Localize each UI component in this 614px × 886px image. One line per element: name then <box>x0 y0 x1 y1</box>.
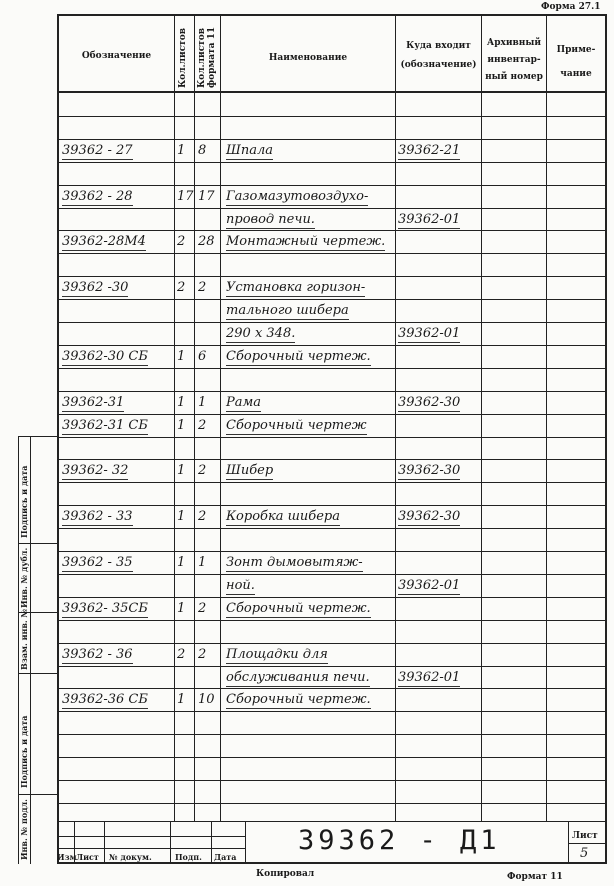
row-line <box>57 620 607 621</box>
row-line <box>57 459 607 460</box>
tb-date: Дата <box>214 852 237 862</box>
col-line-1 <box>174 14 175 822</box>
row-line <box>57 253 607 254</box>
row-sheets: 1 <box>177 418 186 433</box>
row-where-used: 39362-30 <box>398 463 461 478</box>
tb-list: Лист <box>76 852 99 862</box>
row-where-used: 39362-01 <box>398 578 461 593</box>
row-name: Шпала <box>226 143 273 158</box>
row-line <box>57 185 607 186</box>
row-designation: 39362 - 36 <box>62 647 133 662</box>
header-sheets-format: Кол.листов формата 11 <box>197 26 217 88</box>
row-format: 10 <box>198 692 215 707</box>
row-where-used: 39362-01 <box>398 326 461 341</box>
row-format: 8 <box>198 143 207 158</box>
tb-sign: Подп. <box>175 852 202 862</box>
col-line-2 <box>194 14 195 822</box>
row-line <box>57 414 607 415</box>
side-label-inv-dup: Инв. № дубл. <box>19 547 29 608</box>
row-format: 6 <box>198 349 207 364</box>
row-format: 2 <box>198 463 207 478</box>
row-line <box>57 116 607 117</box>
header-note-line2: чание <box>560 69 592 79</box>
row-line <box>57 597 607 598</box>
tb-col-5 <box>245 821 246 863</box>
header-archive-line1: Архивный <box>486 38 542 48</box>
frame-top <box>57 14 607 16</box>
col-line-3 <box>220 14 221 822</box>
row-sheets: 1 <box>177 463 186 478</box>
tb-doc-no: № докум. <box>109 852 152 862</box>
row-line <box>57 162 607 163</box>
row-line <box>57 780 607 781</box>
row-designation: 39362 - 27 <box>62 143 133 158</box>
row-name: Площадки для <box>226 647 328 662</box>
row-sheets: 1 <box>177 555 186 570</box>
row-name: Сборочный чертеж <box>226 418 367 433</box>
row-where-used: 39362-01 <box>398 212 461 227</box>
row-format: 2 <box>198 647 207 662</box>
side-div-1 <box>18 543 58 544</box>
row-designation: 39362-31 СБ <box>62 418 148 433</box>
side-label-sign-date-2: Подпись и дата <box>19 465 29 538</box>
side-div-3 <box>18 673 58 674</box>
row-designation: 39362 -30 <box>62 280 129 295</box>
row-designation: 39362-31 <box>62 395 125 410</box>
header-designation: Обозначение <box>81 51 152 61</box>
row-name: Шибер <box>226 463 274 478</box>
row-name: провод печи. <box>226 212 315 227</box>
row-name: Газомазутовоздухо- <box>226 189 369 204</box>
title-block-row-3 <box>57 848 245 849</box>
tb-col-3 <box>170 821 171 863</box>
row-where-used: 39362-21 <box>398 143 461 158</box>
row-line <box>57 551 607 552</box>
tb-izm: Изм <box>57 852 77 862</box>
header-where-used-line2: (обозначение) <box>400 60 477 70</box>
frame-left <box>57 14 59 864</box>
row-line <box>57 139 607 140</box>
row-sheets: 1 <box>177 395 186 410</box>
row-line <box>57 688 607 689</box>
row-line <box>57 643 607 644</box>
row-name: тального шибера <box>226 303 349 318</box>
row-line <box>57 734 607 735</box>
row-designation: 39362- 32 <box>62 463 129 478</box>
tb-col-2 <box>104 821 105 863</box>
col-line-6 <box>546 14 547 822</box>
row-designation: 39362 - 33 <box>62 509 133 524</box>
header-archive <box>482 35 546 86</box>
row-format: 28 <box>198 234 215 249</box>
row-sheets: 2 <box>177 280 186 295</box>
header-note <box>547 42 605 82</box>
row-line <box>57 299 607 300</box>
title-block-row-2 <box>57 836 245 837</box>
title-block-top <box>57 821 607 822</box>
row-format: 1 <box>198 395 207 410</box>
header-archive-line3: ный номер <box>485 72 543 82</box>
col-line-5 <box>481 14 482 822</box>
row-format: 2 <box>198 280 207 295</box>
row-where-used: 39362-30 <box>398 509 461 524</box>
header-name: Наименование <box>268 53 348 63</box>
header-sheets-count: Кол.листов <box>178 27 188 88</box>
row-name: Сборочный чертеж. <box>226 349 371 364</box>
row-line <box>57 437 607 438</box>
row-name: Зонт дымовытяж- <box>226 555 363 570</box>
row-designation: 39362 - 35 <box>62 555 133 570</box>
row-name: Установка горизон- <box>226 280 366 295</box>
row-line <box>57 391 607 392</box>
row-name: Рама <box>226 395 262 410</box>
row-line <box>57 482 607 483</box>
row-line <box>57 345 607 346</box>
tb-sheet-div <box>568 843 606 844</box>
row-line <box>57 666 607 667</box>
frame-right <box>605 14 607 864</box>
side-div-4 <box>18 794 58 795</box>
row-designation: 39362 - 28 <box>62 189 133 204</box>
col-line-4 <box>395 14 396 822</box>
tb-sheet-label: Лист <box>572 831 598 841</box>
row-line <box>57 574 607 575</box>
row-format: 2 <box>198 418 207 433</box>
row-line <box>57 276 607 277</box>
header-where-used-line1: Куда входит <box>406 41 471 51</box>
row-designation: 39362-28М4 <box>62 234 146 249</box>
row-name: Коробка шибера <box>226 509 341 524</box>
row-sheets: 2 <box>177 234 186 249</box>
header-note-line1: Приме- <box>556 45 596 55</box>
row-designation: 39362-30 СБ <box>62 349 148 364</box>
row-line <box>57 230 607 231</box>
row-line <box>57 803 607 804</box>
row-format: 2 <box>198 601 207 616</box>
row-designation: 39362-36 СБ <box>62 692 148 707</box>
footer-copied: Копировал <box>256 869 315 879</box>
row-sheets: 1 <box>177 509 186 524</box>
row-line <box>57 711 607 712</box>
row-name: Монтажный чертеж. <box>226 234 386 249</box>
tb-sheet-number: 5 <box>580 846 589 861</box>
row-format: 2 <box>198 509 207 524</box>
row-sheets: 2 <box>177 647 186 662</box>
row-name: 290 х 348. <box>226 326 296 341</box>
row-line <box>57 368 607 369</box>
row-sheets: 1 <box>177 349 186 364</box>
row-name: Сборочный чертеж. <box>226 601 371 616</box>
row-line <box>57 757 607 758</box>
side-label-replace-inv: Взам. инв. № <box>19 608 29 670</box>
row-sheets: 1 <box>177 692 186 707</box>
side-label-sign-date-1: Подпись и дата <box>19 715 29 788</box>
row-sheets: 17 <box>177 189 194 204</box>
row-line <box>57 505 607 506</box>
row-name: Сборочный чертеж. <box>226 692 371 707</box>
row-line <box>57 208 607 209</box>
row-name: обслуживания печи. <box>226 670 370 685</box>
header-archive-line2: инвентар- <box>487 55 541 65</box>
side-strip-top <box>18 436 58 437</box>
form-label: Форма 27.1 <box>541 2 601 12</box>
row-line <box>57 528 607 529</box>
row-where-used: 39362-30 <box>398 395 461 410</box>
header-bottom <box>57 91 607 93</box>
side-label-inv-no: Инв. № подл. <box>19 799 29 860</box>
tb-col-4 <box>211 821 212 863</box>
row-format: 1 <box>198 555 207 570</box>
row-sheets: 1 <box>177 143 186 158</box>
document-code: 39362 - Д1 <box>298 825 501 856</box>
row-where-used: 39362-01 <box>398 670 461 685</box>
tb-col-6 <box>568 821 569 863</box>
row-format: 17 <box>198 189 215 204</box>
footer-format: Формат 11 <box>507 872 563 882</box>
row-sheets: 1 <box>177 601 186 616</box>
row-name: ной. <box>226 578 255 593</box>
side-strip-inner <box>30 436 31 864</box>
row-designation: 39362- 35СБ <box>62 601 148 616</box>
row-line <box>57 322 607 323</box>
frame-bottom <box>57 862 607 864</box>
header-where-used <box>396 40 481 72</box>
